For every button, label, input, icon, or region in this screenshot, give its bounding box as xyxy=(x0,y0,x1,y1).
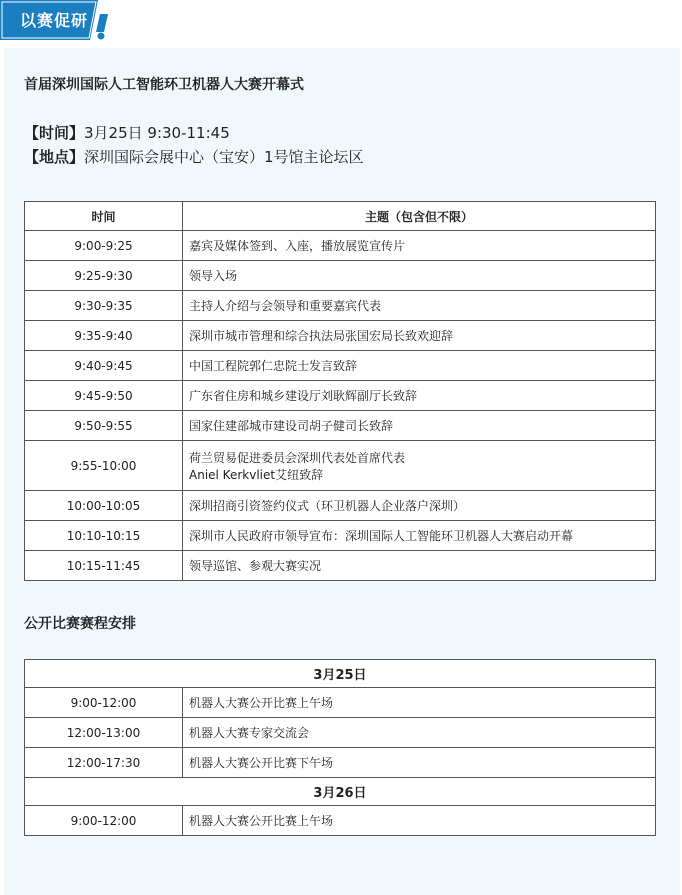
row-topic: 主持人介绍与会领导和重要嘉宾代表 xyxy=(183,291,656,321)
row-topic: 领导入场 xyxy=(183,261,656,291)
table-row xyxy=(25,231,656,261)
date-row xyxy=(25,660,656,688)
row-topic: 深圳市城市管理和综合执法局张国宏局长致欢迎辞 xyxy=(183,321,656,351)
table-row xyxy=(25,718,656,748)
table-row xyxy=(25,551,656,581)
table-row xyxy=(25,261,656,291)
date-heading: 3月25日 xyxy=(25,660,656,688)
row-time: 12:00-17:30 xyxy=(25,748,183,778)
table-row xyxy=(25,441,656,491)
row-time: 9:00-12:00 xyxy=(25,688,183,718)
table-row xyxy=(25,351,656,381)
row-time: 10:10-10:15 xyxy=(25,521,183,551)
row-time: 9:40-9:45 xyxy=(25,351,183,381)
table-row xyxy=(25,491,656,521)
opening-time-label: 【时间】 xyxy=(24,124,85,142)
row-topic: 机器人大赛公开比赛上午场 xyxy=(183,806,656,836)
row-time: 10:00-10:05 xyxy=(25,491,183,521)
opening-place-value: 深圳国际会展中心（宝安）1号馆主论坛区 xyxy=(84,148,364,166)
table-row xyxy=(25,748,656,778)
opening-place-label: 【地点】 xyxy=(24,148,85,166)
opening-time-value: 3月25日 9:30-11:45 xyxy=(84,124,230,142)
row-topic xyxy=(183,441,656,491)
table-row xyxy=(25,688,656,718)
row-topic: 深圳招商引资签约仪式（环卫机器人企业落户深圳） xyxy=(183,491,656,521)
row-time: 9:00-9:25 xyxy=(25,231,183,261)
table-header-row xyxy=(25,202,656,231)
row-time: 12:00-13:00 xyxy=(25,718,183,748)
section-header-title: 以赛促研 xyxy=(20,11,89,30)
date-heading: 3月26日 xyxy=(25,778,656,806)
opening-schedule-table xyxy=(24,201,656,581)
row-topic: 国家住建部城市建设司胡子健司长致辞 xyxy=(183,411,656,441)
row-time: 9:55-10:00 xyxy=(25,441,183,491)
row-time: 9:00-12:00 xyxy=(25,806,183,836)
row-time: 9:45-9:50 xyxy=(25,381,183,411)
row-time: 9:25-9:30 xyxy=(25,261,183,291)
table-row xyxy=(25,411,656,441)
row-topic: 机器人大赛公开比赛下午场 xyxy=(183,748,656,778)
column-header-topic: 主题（包含但不限） xyxy=(183,202,656,231)
opening-place xyxy=(24,146,364,167)
table-row xyxy=(25,381,656,411)
row-time: 10:15-11:45 xyxy=(25,551,183,581)
date-row xyxy=(25,778,656,806)
row-time: 9:50-9:55 xyxy=(25,411,183,441)
row-topic: 广东省住房和城乡建设厅刘耿辉副厅长致辞 xyxy=(183,381,656,411)
row-topic-line-2: Aniel Kerkvliet艾纽致辞 xyxy=(189,467,324,482)
competition-title: 公开比赛赛程安排 xyxy=(24,616,136,632)
opening-time xyxy=(24,122,230,143)
row-topic: 机器人大赛专家交流会 xyxy=(183,718,656,748)
row-topic: 嘉宾及媒体签到、入座，播放展览宣传片 xyxy=(183,231,656,261)
row-topic-line-1: 荷兰贸易促进委员会深圳代表处首席代表 xyxy=(189,450,406,465)
row-time: 9:30-9:35 xyxy=(25,291,183,321)
competition-schedule-table xyxy=(24,659,656,836)
table-row xyxy=(25,321,656,351)
table-row xyxy=(25,806,656,836)
row-topic: 中国工程院郭仁忠院士发言致辞 xyxy=(183,351,656,381)
row-topic: 领导巡馆、参观大赛实况 xyxy=(183,551,656,581)
row-topic: 机器人大赛公开比赛上午场 xyxy=(183,688,656,718)
opening-title: 首届深圳国际人工智能环卫机器人大赛开幕式 xyxy=(24,77,304,93)
row-time: 9:35-9:40 xyxy=(25,321,183,351)
section-header xyxy=(0,0,682,44)
table-row xyxy=(25,291,656,321)
column-header-time: 时间 xyxy=(25,202,183,231)
row-topic: 深圳市人民政府市领导宣布：深圳国际人工智能环卫机器人大赛启动开幕 xyxy=(183,521,656,551)
table-row xyxy=(25,521,656,551)
